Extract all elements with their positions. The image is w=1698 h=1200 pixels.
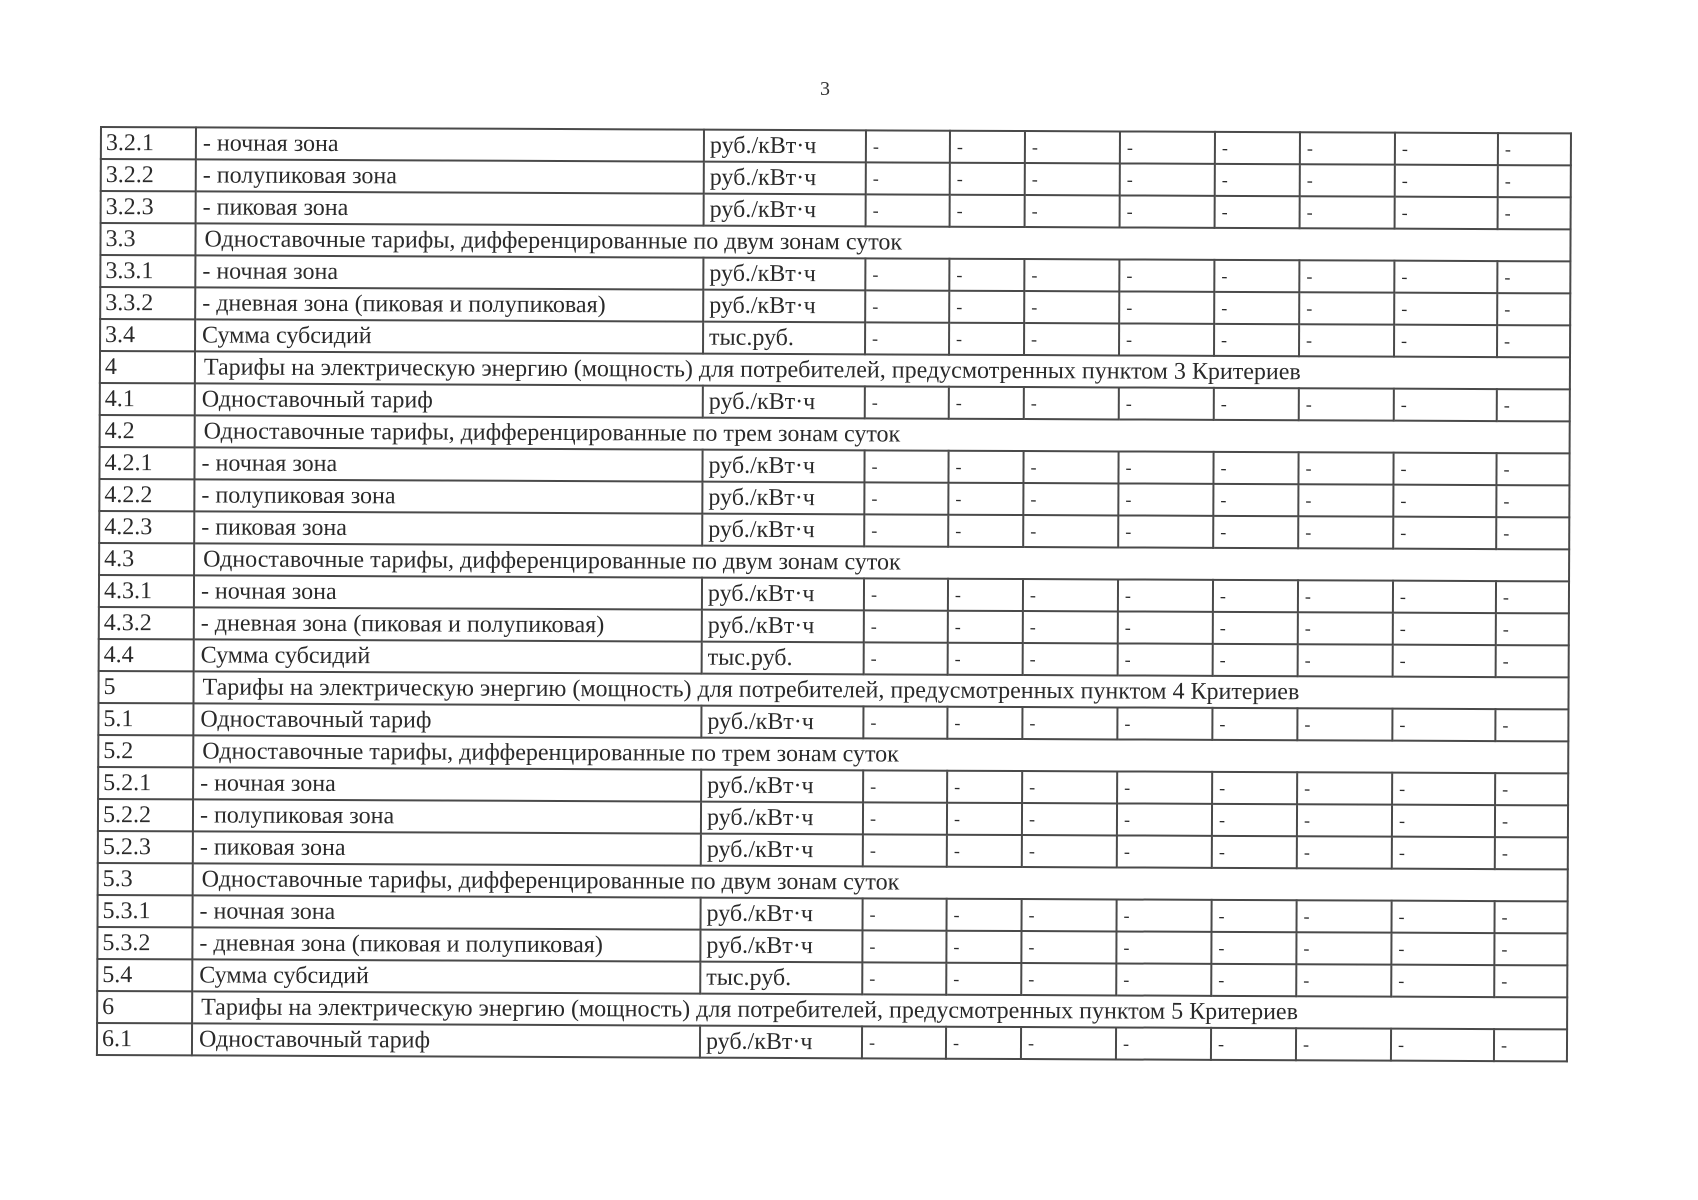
value-cell: - [1024,323,1119,355]
unit-cell: тыс.руб. [702,642,864,675]
value-cell: - [1393,485,1496,517]
value-cell: - [1494,901,1567,933]
value-cell: - [949,291,1024,323]
value-cell: - [863,706,947,738]
value-cell: - [1119,387,1214,419]
row-number-cell: 4.2.2 [99,479,194,511]
value-cell: - [1297,804,1392,836]
unit-cell: руб./кВт·ч [702,482,864,515]
value-cell: - [1393,613,1496,645]
value-cell: - [949,387,1024,419]
row-number-cell: 3.2.3 [101,191,196,223]
value-cell: - [1120,195,1215,227]
value-cell: - [1395,165,1498,197]
value-cell: - [1215,132,1300,164]
value-cell: - [948,579,1023,611]
value-cell: - [865,258,949,290]
row-name-cell: - дневная зона (пиковая и полупиковая) [194,607,702,641]
value-cell: - [1497,389,1570,421]
value-cell: - [1496,613,1569,645]
value-cell: - [1495,837,1568,869]
value-cell: - [1395,197,1498,229]
value-cell: - [947,771,1022,803]
value-cell: - [1119,259,1214,291]
value-cell: - [1023,643,1118,675]
value-cell: - [865,386,949,418]
value-cell: - [1023,579,1118,611]
row-number-cell: 5.3 [98,863,193,895]
value-cell: - [1118,643,1213,675]
value-cell: - [1116,931,1211,963]
value-cell: - [863,834,947,866]
value-cell: - [1116,1027,1211,1059]
value-cell: - [1298,516,1393,548]
value-cell: - [1394,389,1497,421]
row-number-cell: 4.1 [100,383,195,415]
value-cell: - [1022,771,1117,803]
table-body [97,127,1571,1061]
unit-cell: руб./кВт·ч [702,514,864,547]
value-cell: - [1023,451,1118,483]
value-cell: - [1391,965,1494,997]
value-cell: - [1214,388,1299,420]
value-cell: - [862,930,946,962]
value-cell: - [947,835,1022,867]
value-cell: - [1025,131,1120,163]
unit-cell: руб./кВт·ч [704,194,866,227]
value-cell: - [1394,293,1497,325]
value-cell: - [1299,292,1394,324]
value-cell: - [1212,804,1297,836]
value-cell: - [1120,163,1215,195]
value-cell: - [946,963,1021,995]
unit-cell: руб./кВт·ч [701,706,863,739]
value-cell: - [1117,771,1212,803]
value-cell: - [947,803,1022,835]
row-number-cell: 6.1 [97,1023,192,1055]
value-cell: - [1213,516,1298,548]
value-cell: - [950,195,1025,227]
unit-cell: руб./кВт·ч [702,578,864,611]
row-number-cell: 4.4 [99,639,194,671]
value-cell: - [1116,899,1211,931]
value-cell: - [1300,164,1395,196]
value-cell: - [864,642,948,674]
value-cell: - [1498,165,1571,197]
value-cell: - [1213,644,1298,676]
value-cell: - [1212,708,1297,740]
value-cell: - [948,643,1023,675]
value-cell: - [1392,709,1495,741]
row-name-cell: - пиковая зона [194,511,702,545]
value-cell: - [1392,805,1495,837]
value-cell: - [1120,131,1215,163]
value-cell: - [1494,933,1567,965]
value-cell: - [1497,261,1570,293]
value-cell: - [1298,612,1393,644]
value-cell: - [1495,773,1568,805]
row-number-cell: 4 [100,351,195,383]
row-name-cell: Одноставочный тариф [193,703,701,737]
row-name-cell: Одноставочный тариф [195,383,703,417]
value-cell: - [1296,932,1391,964]
value-cell: - [946,931,1021,963]
row-number-cell: 3.2.1 [101,127,196,159]
unit-cell: руб./кВт·ч [703,258,865,291]
row-number-cell: 5.2.3 [98,831,193,863]
value-cell: - [949,323,1024,355]
row-number-cell: 3.3.1 [100,255,195,287]
value-cell: - [864,578,948,610]
value-cell: - [1117,803,1212,835]
row-number-cell: 6 [97,991,192,1023]
unit-cell: руб./кВт·ч [703,386,865,419]
value-cell: - [1298,580,1393,612]
value-cell: - [1117,707,1212,739]
row-name-cell: - ночная зона [196,127,704,161]
section-title-cell: Тарифы на электрическую энергию (мощность) для потребителей, предусмотренных пунктом 4 Критериев [193,671,1568,709]
value-cell: - [1213,484,1298,516]
value-cell: - [864,610,948,642]
value-cell: - [1214,260,1299,292]
row-name-cell: - полупиковая зона [196,159,704,193]
row-name-cell: Сумма субсидий [195,319,703,353]
value-cell: - [1211,932,1296,964]
value-cell: - [1025,163,1120,195]
tariff-table [96,126,1572,1062]
value-cell: - [1392,837,1495,869]
row-number-cell: 3.3 [100,223,195,255]
value-cell: - [1023,611,1118,643]
value-cell: - [948,515,1023,547]
value-cell: - [1495,709,1568,741]
row-name-cell: - пиковая зона [193,831,701,865]
value-cell: - [1299,260,1394,292]
value-cell: - [1497,293,1570,325]
value-cell: - [1297,772,1392,804]
section-title-cell: Одноставочные тарифы, дифференцированные по двум зонам суток [194,543,1569,581]
value-cell: - [866,162,950,194]
value-cell: - [1023,483,1118,515]
value-cell: - [1298,452,1393,484]
row-name-cell: - полупиковая зона [194,479,702,513]
unit-cell: руб./кВт·ч [702,610,864,643]
value-cell: - [1391,933,1494,965]
value-cell: - [1117,835,1212,867]
row-number-cell: 4.2.3 [99,511,194,543]
value-cell: - [1391,901,1494,933]
value-cell: - [1116,963,1211,995]
value-cell: - [1024,387,1119,419]
value-cell: - [946,899,1021,931]
value-cell: - [864,514,948,546]
unit-cell: руб./кВт·ч [701,834,863,867]
section-title-cell: Одноставочные тарифы, дифференцированные по двум зонам суток [195,223,1570,261]
row-number-cell: 4.3 [99,543,194,575]
value-cell: - [1213,580,1298,612]
value-cell: - [1022,803,1117,835]
value-cell: - [1300,132,1395,164]
value-cell: - [1215,196,1300,228]
row-name-cell: - ночная зона [194,447,702,481]
value-cell: - [1394,325,1497,357]
value-cell: - [1119,291,1214,323]
row-name-cell: - пиковая зона [196,191,704,225]
value-cell: - [1118,483,1213,515]
section-title-cell: Тарифы на электрическую энергию (мощность) для потребителей, предусмотренных пунктом 5 Критериев [192,991,1567,1029]
value-cell: - [1494,1029,1567,1061]
value-cell: - [947,707,1022,739]
value-cell: - [1496,485,1569,517]
value-cell: - [1496,453,1569,485]
value-cell: - [1211,900,1296,932]
value-cell: - [864,450,948,482]
value-cell: - [866,194,950,226]
row-name-cell: - ночная зона [195,255,703,289]
value-cell: - [863,802,947,834]
value-cell: - [1393,517,1496,549]
value-cell: - [1023,515,1118,547]
value-cell: - [865,322,949,354]
value-cell: - [1118,451,1213,483]
value-cell: - [865,290,949,322]
value-cell: - [1211,964,1296,996]
value-cell: - [1118,515,1213,547]
value-cell: - [1213,612,1298,644]
value-cell: - [1118,579,1213,611]
row-number-cell: 3.2.2 [101,159,196,191]
row-name-cell: Одноставочный тариф [192,1023,700,1057]
row-number-cell: 4.3.2 [99,607,194,639]
value-cell: - [1022,707,1117,739]
section-title-cell: Одноставочные тарифы, дифференцированные по трем зонам суток [195,415,1570,453]
value-cell: - [1391,1029,1494,1061]
row-number-cell: 3.4 [100,319,195,351]
value-cell: - [1300,196,1395,228]
value-cell: - [1393,581,1496,613]
value-cell: - [1024,291,1119,323]
value-cell: - [950,131,1025,163]
unit-cell: руб./кВт·ч [704,162,866,195]
unit-cell: тыс.руб. [703,322,865,355]
row-number-cell: 5.2 [98,735,193,767]
value-cell: - [1215,164,1300,196]
value-cell: - [1299,324,1394,356]
row-name-cell: - дневная зона (пиковая и полупиковая) [195,287,703,321]
value-cell: - [1496,581,1569,613]
unit-cell: руб./кВт·ч [703,290,865,323]
value-cell: - [946,1027,1021,1059]
row-number-cell: 4.2 [100,415,195,447]
value-cell: - [1214,324,1299,356]
value-cell: - [1498,133,1571,165]
value-cell: - [1025,195,1120,227]
row-number-cell: 5.4 [97,959,192,991]
row-number-cell: 4.2.1 [99,447,194,479]
value-cell: - [1298,644,1393,676]
unit-cell: руб./кВт·ч [702,450,864,483]
section-title-cell: Одноставочные тарифы, дифференцированные по двум зонам суток [193,863,1568,901]
page-number: 3 [820,78,830,100]
value-cell: - [1022,835,1117,867]
value-cell: - [866,130,950,162]
value-cell: - [1213,452,1298,484]
value-cell: - [948,611,1023,643]
value-cell: - [948,483,1023,515]
value-cell: - [1393,645,1496,677]
value-cell: - [864,482,948,514]
value-cell: - [1021,931,1116,963]
value-cell: - [1021,963,1116,995]
value-cell: - [1395,133,1498,165]
value-cell: - [1296,1028,1391,1060]
value-cell: - [1393,453,1496,485]
value-cell: - [1119,323,1214,355]
value-cell: - [950,163,1025,195]
value-cell: - [1394,261,1497,293]
value-cell: - [1298,484,1393,516]
unit-cell: руб./кВт·ч [701,770,863,803]
value-cell: - [1212,836,1297,868]
row-number-cell: 5.2.1 [98,767,193,799]
row-number-cell: 5.1 [98,703,193,735]
value-cell: - [1497,325,1570,357]
row-number-cell: 5.3.1 [98,895,193,927]
value-cell: - [1118,611,1213,643]
unit-cell: руб./кВт·ч [704,130,866,163]
unit-cell: руб./кВт·ч [701,802,863,835]
row-number-cell: 3.3.2 [100,287,195,319]
value-cell: - [948,451,1023,483]
row-name-cell: - ночная зона [193,895,701,929]
section-title-cell: Тарифы на электрическую энергию (мощность) для потребителей, предусмотренных пунктом 3 Критериев [195,351,1570,389]
value-cell: - [1496,645,1569,677]
value-cell: - [1498,197,1571,229]
value-cell: - [1392,773,1495,805]
row-number-cell: 4.3.1 [99,575,194,607]
value-cell: - [862,962,946,994]
section-title-cell: Одноставочные тарифы, дифференцированные по трем зонам суток [193,735,1568,773]
value-cell: - [1496,517,1569,549]
unit-cell: руб./кВт·ч [700,930,862,963]
value-cell: - [1297,836,1392,868]
value-cell: - [1021,1027,1116,1059]
unit-cell: руб./кВт·ч [700,1026,862,1059]
value-cell: - [1299,388,1394,420]
row-name-cell: - дневная зона (пиковая и полупиковая) [192,927,700,961]
row-number-cell: 5.2.2 [98,799,193,831]
value-cell: - [1495,805,1568,837]
value-cell: - [949,259,1024,291]
row-name-cell: Сумма субсидий [192,959,700,993]
value-cell: - [1296,964,1391,996]
value-cell: - [1494,965,1567,997]
unit-cell: тыс.руб. [700,962,862,995]
value-cell: - [1296,900,1391,932]
value-cell: - [1211,1028,1296,1060]
value-cell: - [1297,708,1392,740]
value-cell: - [1024,259,1119,291]
row-name-cell: - полупиковая зона [193,799,701,833]
table-row [97,1023,1567,1061]
value-cell: - [1021,899,1116,931]
row-number-cell: 5 [98,671,193,703]
unit-cell: руб./кВт·ч [700,898,862,931]
value-cell: - [862,1026,946,1058]
row-name-cell: Сумма субсидий [194,639,702,673]
value-cell: - [863,770,947,802]
row-name-cell: - ночная зона [194,575,702,609]
value-cell: - [862,898,946,930]
row-name-cell: - ночная зона [193,767,701,801]
row-number-cell: 5.3.2 [97,927,192,959]
value-cell: - [1214,292,1299,324]
value-cell: - [1212,772,1297,804]
